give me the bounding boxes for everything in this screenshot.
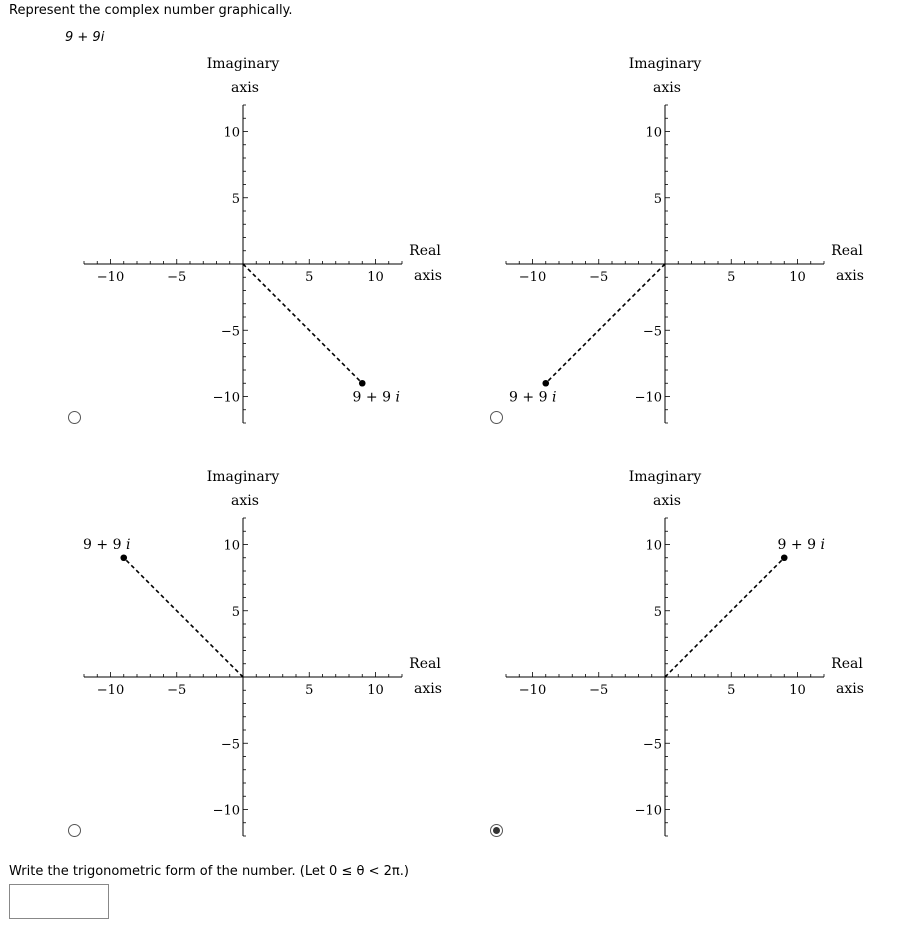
x-tick-label: −10 bbox=[96, 683, 125, 698]
x-tick-label: −10 bbox=[518, 270, 547, 285]
y-tick-label: −5 bbox=[642, 737, 662, 753]
x-tick-label: −5 bbox=[589, 683, 609, 698]
graph-option-a bbox=[84, 56, 442, 423]
y-tick-label: 10 bbox=[645, 125, 662, 141]
option-d-radio[interactable] bbox=[490, 824, 503, 837]
real-axis-label-line2: axis bbox=[414, 681, 442, 697]
y-tick-label: −5 bbox=[220, 324, 240, 340]
x-tick-label: 5 bbox=[305, 683, 314, 698]
x-tick-label: 5 bbox=[727, 270, 736, 285]
complex-point-label bbox=[83, 537, 130, 553]
point-label-real-part: 9 + 9 bbox=[509, 389, 552, 406]
complex-point bbox=[359, 380, 366, 387]
imaginary-axis-label: Imaginary bbox=[206, 56, 280, 72]
x-tick-label: 10 bbox=[367, 270, 384, 285]
y-tick-label: 5 bbox=[231, 604, 240, 620]
trig-form-prompt: Write the trigonometric form of the number. (Let 0 ≤ θ < 2π.) bbox=[9, 864, 409, 879]
x-tick-label: −5 bbox=[589, 270, 609, 285]
y-tick-label: 10 bbox=[223, 538, 240, 554]
x-tick-label: 10 bbox=[789, 270, 806, 285]
complex-point-label bbox=[778, 537, 825, 553]
y-tick-label: 10 bbox=[223, 125, 240, 141]
complex-number: 9 + 9i bbox=[65, 30, 105, 45]
imaginary-axis-label: Imaginary bbox=[628, 56, 702, 72]
vector-dashed-line bbox=[243, 264, 362, 383]
y-tick-label: −10 bbox=[212, 390, 240, 406]
vector-dashed-line bbox=[665, 558, 784, 677]
x-tick-label: 10 bbox=[367, 683, 384, 698]
real-axis-label: Real bbox=[831, 656, 863, 672]
option-c-radio[interactable] bbox=[68, 824, 81, 837]
real-axis-label-line2: axis bbox=[836, 268, 864, 284]
y-tick-label: −5 bbox=[642, 324, 662, 340]
complex-point-label bbox=[509, 389, 556, 405]
imaginary-axis-label-line2: axis bbox=[231, 493, 259, 509]
complex-point-label bbox=[353, 389, 400, 405]
complex-point bbox=[120, 554, 127, 561]
imaginary-axis-label-line2: axis bbox=[653, 493, 681, 509]
x-tick-label: −10 bbox=[518, 683, 547, 698]
point-label-real-part: 9 + 9 bbox=[352, 389, 396, 406]
vector-dashed-line bbox=[124, 558, 243, 677]
real-axis-label: Real bbox=[409, 656, 441, 672]
point-label-real-part: 9 + 9 bbox=[83, 536, 126, 553]
graph-option-c bbox=[83, 469, 442, 836]
real-axis-label-line2: axis bbox=[414, 268, 442, 284]
graph-option-b bbox=[506, 56, 864, 423]
y-tick-label: −10 bbox=[212, 803, 240, 819]
complex-point bbox=[781, 554, 788, 561]
x-tick-label: 5 bbox=[727, 683, 736, 698]
question-prompt: Represent the complex number graphically. bbox=[9, 3, 293, 18]
trig-form-answer-input[interactable] bbox=[9, 884, 109, 919]
x-tick-label: −5 bbox=[167, 683, 187, 698]
real-axis-label: Real bbox=[409, 243, 441, 259]
point-label-imag-unit: i bbox=[125, 536, 131, 553]
y-tick-label: 5 bbox=[653, 604, 662, 620]
option-a-radio[interactable] bbox=[68, 411, 81, 424]
option-b-radio[interactable] bbox=[490, 411, 503, 424]
complex-point bbox=[542, 380, 549, 387]
y-tick-label: −5 bbox=[220, 737, 240, 753]
y-tick-label: 5 bbox=[653, 191, 662, 207]
x-tick-label: 5 bbox=[305, 270, 314, 285]
x-tick-label: 10 bbox=[789, 683, 806, 698]
y-tick-label: −10 bbox=[634, 803, 662, 819]
y-tick-label: 5 bbox=[231, 191, 240, 207]
imaginary-axis-label: Imaginary bbox=[206, 469, 280, 485]
imaginary-axis-label-line2: axis bbox=[231, 80, 259, 96]
y-tick-label: −10 bbox=[634, 390, 662, 406]
real-axis-label-line2: axis bbox=[836, 681, 864, 697]
point-label-real-part: 9 + 9 bbox=[777, 536, 821, 553]
y-tick-label: 10 bbox=[645, 538, 662, 554]
point-label-imag-unit: i bbox=[820, 536, 825, 553]
x-tick-label: −5 bbox=[167, 270, 187, 285]
point-label-imag-unit: i bbox=[551, 389, 557, 406]
real-axis-label: Real bbox=[831, 243, 863, 259]
imaginary-axis-label: Imaginary bbox=[628, 469, 702, 485]
graph-option-d bbox=[506, 469, 864, 836]
imaginary-axis-label-line2: axis bbox=[653, 80, 681, 96]
x-tick-label: −10 bbox=[96, 270, 125, 285]
point-label-imag-unit: i bbox=[395, 389, 400, 406]
